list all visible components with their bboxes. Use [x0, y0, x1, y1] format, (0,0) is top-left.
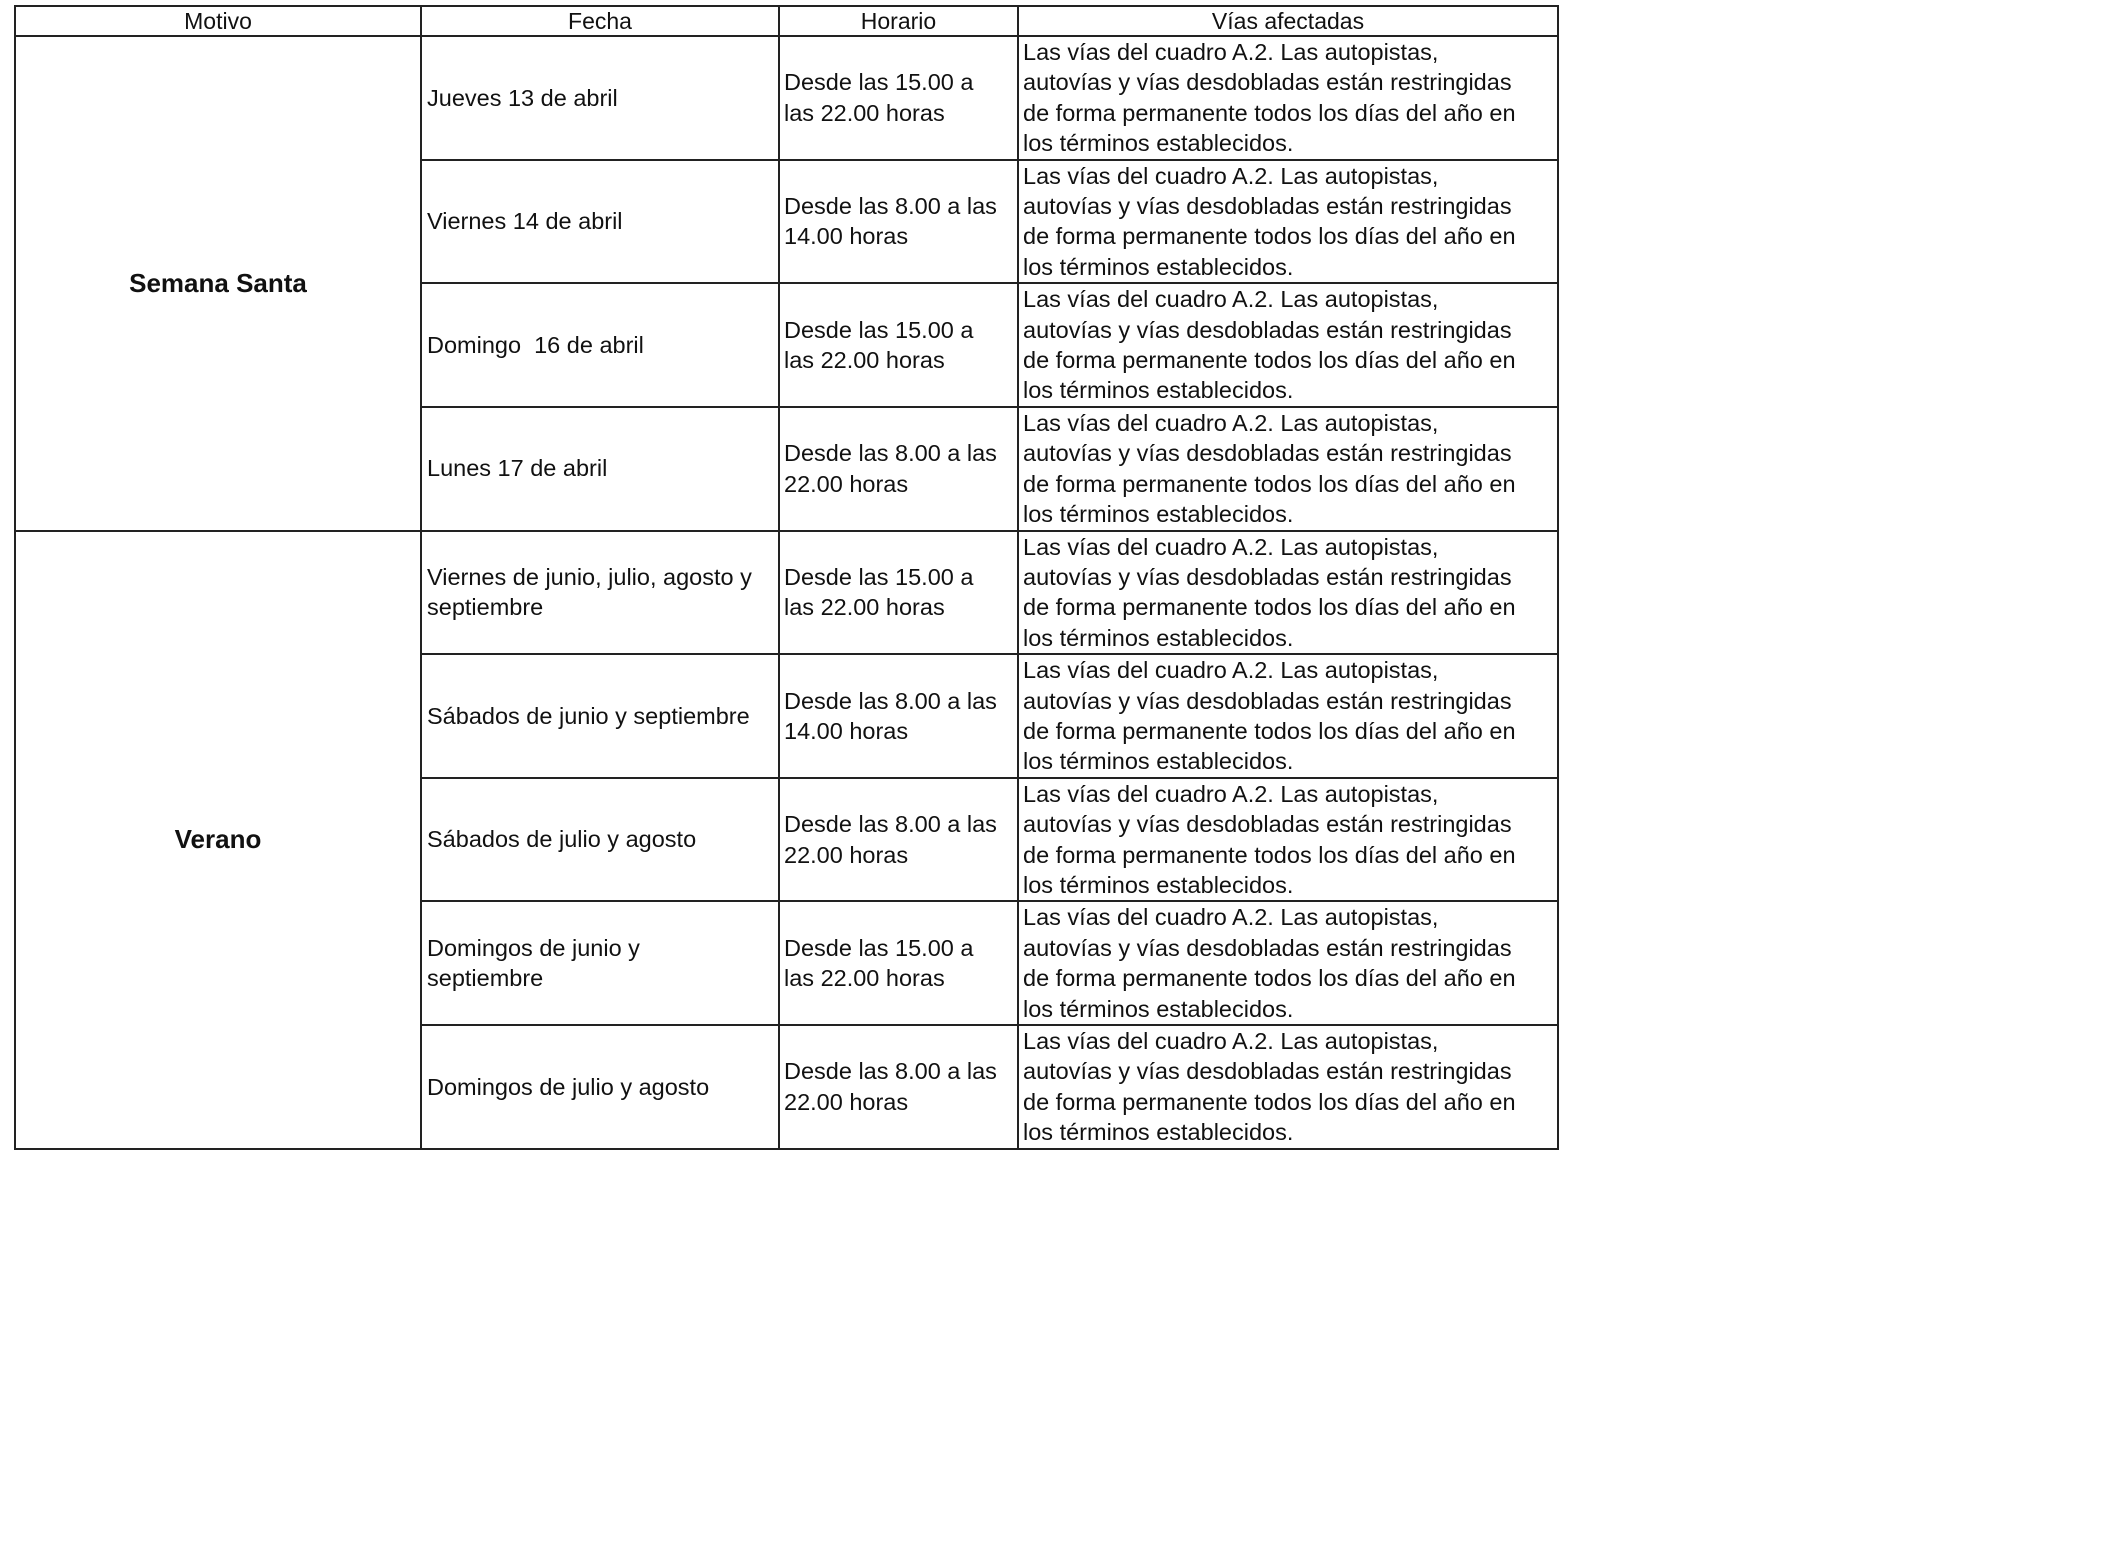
vias-cell: Las vías del cuadro A.2. Las autopistas, autovías y vías desdobladas están restringidas de forma permanente todos los días del año en los términos establecidos.	[1023, 162, 1516, 280]
vias-cell: Las vías del cuadro A.2. Las autopistas, autovías y vías desdobladas están restringidas de forma permanente todos los días del año en los términos establecidos.	[1023, 780, 1516, 898]
restrictions-table	[14, 5, 1559, 1150]
table-row	[15, 36, 1558, 160]
horario-cell: Desde las 8.00 a las 22.00 horas	[784, 811, 997, 868]
horario-cell: Desde las 15.00 a las 22.00 horas	[784, 316, 974, 374]
header-fecha: Fecha	[421, 6, 779, 36]
fecha-cell: Domingo 16 de abril	[427, 331, 644, 358]
horario-cell: Desde las 8.00 a las 22.00 horas	[784, 1058, 997, 1115]
table-body	[15, 36, 1558, 1149]
vias-cell: Las vías del cuadro A.2. Las autopistas, autovías y vías desdobladas están restringidas de forma permanente todos los días del año en los términos establecidos.	[1023, 657, 1516, 775]
header-horario: Horario	[779, 6, 1018, 36]
fecha-cell: Jueves 13 de abril	[427, 84, 618, 111]
vias-cell: Las vías del cuadro A.2. Las autopistas, autovías y vías desdobladas están restringidas de forma permanente todos los días del año en los términos establecidos.	[1023, 39, 1516, 157]
horario-cell: Desde las 8.00 a las 14.00 horas	[784, 687, 997, 744]
fecha-cell: Domingos de junio y septiembre	[427, 934, 640, 992]
vias-cell: Las vías del cuadro A.2. Las autopistas, autovías y vías desdobladas están restringidas de forma permanente todos los días del año en los términos establecidos.	[1023, 533, 1516, 651]
horario-cell: Desde las 15.00 a las 22.00 horas	[784, 934, 974, 992]
vias-cell: Las vías del cuadro A.2. Las autopistas, autovías y vías desdobladas están restringidas de forma permanente todos los días del año en los términos establecidos.	[1023, 286, 1516, 404]
vias-cell: Las vías del cuadro A.2. Las autopistas, autovías y vías desdobladas están restringidas de forma permanente todos los días del año en los términos establecidos.	[1023, 409, 1516, 528]
horario-cell: Desde las 15.00 a las 22.00 horas	[784, 69, 974, 126]
horario-cell: Desde las 8.00 a las 22.00 horas	[784, 440, 997, 497]
fecha-cell: Sábados de julio y agosto	[427, 826, 697, 853]
fecha-cell: Lunes 17 de abril	[427, 455, 608, 482]
motivo-cell-verano: Verano	[15, 531, 421, 1149]
horario-cell: Desde las 15.00 a las 22.00 horas	[784, 563, 974, 621]
header-motivo: Motivo	[15, 6, 421, 36]
vias-cell: Las vías del cuadro A.2. Las autopistas, autovías y vías desdobladas están restringidas de forma permanente todos los días del año en los términos establecidos.	[1023, 1028, 1516, 1146]
header-vias: Vías afectadas	[1018, 6, 1558, 36]
fecha-cell: Sábados de junio y septiembre	[427, 702, 750, 729]
motivo-cell-semana-santa: Semana Santa	[15, 36, 421, 531]
fecha-cell: Viernes 14 de abril	[427, 208, 623, 235]
table-row	[15, 531, 1558, 655]
vias-cell: Las vías del cuadro A.2. Las autopistas, autovías y vías desdobladas están restringidas de forma permanente todos los días del año en los términos establecidos.	[1023, 904, 1516, 1022]
header-row	[15, 6, 1558, 36]
fecha-cell: Domingos de julio y agosto	[427, 1073, 710, 1100]
fecha-cell: Viernes de junio, julio, agosto y septiembre	[427, 563, 752, 621]
horario-cell: Desde las 8.00 a las 14.00 horas	[784, 193, 997, 250]
